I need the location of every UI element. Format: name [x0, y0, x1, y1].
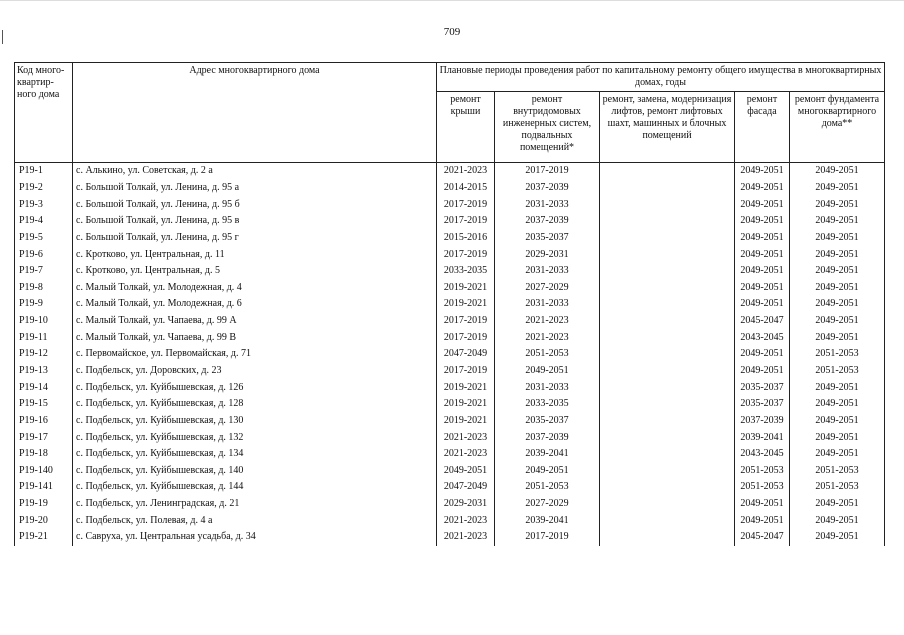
cell-engineering: 2031-2033: [495, 379, 600, 396]
cell-foundation: 2051-2053: [790, 363, 885, 380]
cell-foundation: 2049-2051: [790, 213, 885, 230]
cell-code: Р19-5: [15, 230, 73, 247]
cell-elevators: [600, 296, 735, 313]
cell-engineering: 2029-2031: [495, 246, 600, 263]
table-row: [15, 463, 885, 480]
header-periods-group: Плановые периоды проведения работ по капитальному ремонту общего имущества в многоквартирных домах, годы: [437, 63, 885, 92]
cell-foundation: 2051-2053: [790, 346, 885, 363]
cell-roof: 2017-2019: [437, 196, 495, 213]
cell-engineering: 2021-2023: [495, 313, 600, 330]
cell-foundation: 2049-2051: [790, 429, 885, 446]
cell-facade: 2049-2051: [735, 230, 790, 247]
cell-engineering: 2051-2053: [495, 479, 600, 496]
table-row: [15, 213, 885, 230]
table-row: [15, 396, 885, 413]
cell-facade: 2043-2045: [735, 329, 790, 346]
table-row: [15, 246, 885, 263]
header-address: Адрес многоквартирного дома: [73, 63, 437, 163]
cell-foundation: 2049-2051: [790, 446, 885, 463]
page-number: 709: [443, 26, 461, 38]
cell-engineering: 2037-2039: [495, 429, 600, 446]
cell-engineering: 2039-2041: [495, 512, 600, 529]
cell-facade: 2049-2051: [735, 263, 790, 280]
table-body: [15, 163, 885, 546]
cell-code: Р19-7: [15, 263, 73, 280]
cell-engineering: 2037-2039: [495, 213, 600, 230]
cell-foundation: 2049-2051: [790, 246, 885, 263]
cell-facade: 2051-2053: [735, 479, 790, 496]
table-row: [15, 230, 885, 247]
cell-engineering: 2037-2039: [495, 180, 600, 197]
cell-roof: 2017-2019: [437, 246, 495, 263]
cell-engineering: 2031-2033: [495, 263, 600, 280]
cell-code: Р19-18: [15, 446, 73, 463]
cell-code: Р19-17: [15, 429, 73, 446]
cell-roof: 2017-2019: [437, 313, 495, 330]
cell-code: Р19-14: [15, 379, 73, 396]
cell-roof: 2017-2019: [437, 213, 495, 230]
cell-engineering: 2049-2051: [495, 363, 600, 380]
cell-engineering: 2031-2033: [495, 296, 600, 313]
cell-engineering: 2027-2029: [495, 496, 600, 513]
header-facade: ремонт фасада: [735, 92, 790, 163]
cell-foundation: 2049-2051: [790, 196, 885, 213]
cell-facade: 2039-2041: [735, 429, 790, 446]
header-elevators: ремонт, замена, модернизация лифтов, ремонт лифтовых шахт, машинных и блочных помещений: [600, 92, 735, 163]
cell-address: с. Подбельск, ул. Куйбышевская, д. 140: [73, 463, 437, 480]
cell-engineering: 2031-2033: [495, 196, 600, 213]
cell-code: Р19-12: [15, 346, 73, 363]
cell-address: с. Большой Толкай, ул. Ленина, д. 95 б: [73, 196, 437, 213]
page-top-edge: [0, 0, 904, 1]
cell-facade: 2049-2051: [735, 196, 790, 213]
cell-roof: 2021-2023: [437, 512, 495, 529]
cell-elevators: [600, 529, 735, 546]
capital-repair-table: [14, 62, 885, 546]
cell-code: Р19-16: [15, 413, 73, 430]
cell-elevators: [600, 246, 735, 263]
cell-roof: 2021-2023: [437, 529, 495, 546]
cell-foundation: 2051-2053: [790, 479, 885, 496]
cell-facade: 2049-2051: [735, 279, 790, 296]
cell-elevators: [600, 363, 735, 380]
cell-facade: 2049-2051: [735, 163, 790, 180]
cell-roof: 2019-2021: [437, 296, 495, 313]
table-row: [15, 346, 885, 363]
table-row: [15, 512, 885, 529]
table-row: [15, 363, 885, 380]
cell-roof: 2049-2051: [437, 463, 495, 480]
cell-facade: 2045-2047: [735, 529, 790, 546]
cell-foundation: 2049-2051: [790, 296, 885, 313]
cell-code: Р19-6: [15, 246, 73, 263]
cell-facade: 2043-2045: [735, 446, 790, 463]
cell-foundation: 2049-2051: [790, 230, 885, 247]
cell-foundation: 2051-2053: [790, 463, 885, 480]
cell-facade: 2049-2051: [735, 296, 790, 313]
cell-elevators: [600, 230, 735, 247]
table-row: [15, 479, 885, 496]
table-row: [15, 413, 885, 430]
cell-code: Р19-9: [15, 296, 73, 313]
cell-code: Р19-141: [15, 479, 73, 496]
cell-engineering: 2027-2029: [495, 279, 600, 296]
cell-roof: 2021-2023: [437, 429, 495, 446]
cell-code: Р19-1: [15, 163, 73, 180]
cell-address: с. Малый Толкай, ул. Молодежная, д. 4: [73, 279, 437, 296]
cell-address: с. Малый Толкай, ул. Молодежная, д. 6: [73, 296, 437, 313]
cell-address: с. Подбельск, ул. Полевая, д. 4 а: [73, 512, 437, 529]
cell-code: Р19-2: [15, 180, 73, 197]
cell-elevators: [600, 313, 735, 330]
cell-code: Р19-3: [15, 196, 73, 213]
table-row: [15, 279, 885, 296]
cell-elevators: [600, 279, 735, 296]
table-row: [15, 313, 885, 330]
table-row: [15, 446, 885, 463]
cell-elevators: [600, 346, 735, 363]
cell-facade: 2049-2051: [735, 512, 790, 529]
cell-facade: 2049-2051: [735, 246, 790, 263]
cell-address: с. Савруха, ул. Центральная усадьба, д. 34: [73, 529, 437, 546]
cell-elevators: [600, 496, 735, 513]
cell-roof: 2019-2021: [437, 396, 495, 413]
cell-facade: 2037-2039: [735, 413, 790, 430]
table-row: [15, 163, 885, 180]
cell-foundation: 2049-2051: [790, 313, 885, 330]
cell-foundation: 2049-2051: [790, 279, 885, 296]
cell-code: Р19-11: [15, 329, 73, 346]
cell-facade: 2051-2053: [735, 463, 790, 480]
table-row: [15, 429, 885, 446]
header-foundation: ремонт фундамента многоквартирного дома**: [790, 92, 885, 163]
cell-engineering: 2017-2019: [495, 529, 600, 546]
cell-address: с. Малый Толкай, ул. Чапаева, д. 99 В: [73, 329, 437, 346]
cell-address: с. Кротково, ул. Центральная, д. 5: [73, 263, 437, 280]
cell-roof: 2019-2021: [437, 413, 495, 430]
table-row: [15, 196, 885, 213]
cell-engineering: 2035-2037: [495, 230, 600, 247]
cell-elevators: [600, 446, 735, 463]
table-row: [15, 329, 885, 346]
table-row: [15, 263, 885, 280]
cell-address: с. Подбельск, ул. Куйбышевская, д. 144: [73, 479, 437, 496]
cell-roof: 2019-2021: [437, 279, 495, 296]
cell-facade: 2049-2051: [735, 180, 790, 197]
cell-facade: 2035-2037: [735, 379, 790, 396]
cell-foundation: 2049-2051: [790, 529, 885, 546]
cell-elevators: [600, 196, 735, 213]
cell-foundation: 2049-2051: [790, 329, 885, 346]
cell-address: с. Подбельск, ул. Куйбышевская, д. 128: [73, 396, 437, 413]
cell-engineering: 2049-2051: [495, 463, 600, 480]
cell-code: Р19-13: [15, 363, 73, 380]
cell-facade: 2045-2047: [735, 313, 790, 330]
cell-address: с. Подбельск, ул. Доровских, д. 23: [73, 363, 437, 380]
cell-roof: 2033-2035: [437, 263, 495, 280]
cell-address: с. Малый Толкай, ул. Чапаева, д. 99 А: [73, 313, 437, 330]
cell-foundation: 2049-2051: [790, 413, 885, 430]
cell-foundation: 2049-2051: [790, 180, 885, 197]
cell-roof: 2047-2049: [437, 479, 495, 496]
cell-code: Р19-15: [15, 396, 73, 413]
cell-elevators: [600, 180, 735, 197]
cell-elevators: [600, 463, 735, 480]
cell-roof: 2047-2049: [437, 346, 495, 363]
table-header: [15, 63, 885, 163]
cell-address: с. Подбельск, ул. Куйбышевская, д. 126: [73, 379, 437, 396]
cell-engineering: 2035-2037: [495, 413, 600, 430]
cell-elevators: [600, 379, 735, 396]
cell-facade: 2035-2037: [735, 396, 790, 413]
cell-address: с. Первомайское, ул. Первомайская, д. 71: [73, 346, 437, 363]
cell-elevators: [600, 413, 735, 430]
cell-facade: 2049-2051: [735, 213, 790, 230]
cell-foundation: 2049-2051: [790, 379, 885, 396]
table-row: [15, 529, 885, 546]
cell-engineering: 2021-2023: [495, 329, 600, 346]
cell-code: Р19-20: [15, 512, 73, 529]
cell-address: с. Алькино, ул. Советская, д. 2 а: [73, 163, 437, 180]
cell-roof: 2029-2031: [437, 496, 495, 513]
cell-elevators: [600, 479, 735, 496]
cell-roof: 2021-2023: [437, 446, 495, 463]
cell-elevators: [600, 263, 735, 280]
header-roof: ремонт крыши: [437, 92, 495, 163]
header-code: Код много-квартир-ного дома: [15, 63, 73, 163]
cell-address: с. Подбельск, ул. Ленинградская, д. 21: [73, 496, 437, 513]
cell-address: с. Кротково, ул. Центральная, д. 11: [73, 246, 437, 263]
cell-code: Р19-140: [15, 463, 73, 480]
table-row: [15, 379, 885, 396]
table-row: [15, 296, 885, 313]
cell-foundation: 2049-2051: [790, 396, 885, 413]
table-row: [15, 180, 885, 197]
cell-code: Р19-4: [15, 213, 73, 230]
cell-elevators: [600, 512, 735, 529]
cell-address: с. Подбельск, ул. Куйбышевская, д. 132: [73, 429, 437, 446]
cell-engineering: 2051-2053: [495, 346, 600, 363]
cell-elevators: [600, 213, 735, 230]
cell-foundation: 2049-2051: [790, 512, 885, 529]
cell-elevators: [600, 429, 735, 446]
cell-engineering: 2039-2041: [495, 446, 600, 463]
cell-roof: 2019-2021: [437, 379, 495, 396]
cell-address: с. Подбельск, ул. Куйбышевская, д. 130: [73, 413, 437, 430]
cell-code: Р19-21: [15, 529, 73, 546]
cell-facade: 2049-2051: [735, 496, 790, 513]
cell-facade: 2049-2051: [735, 363, 790, 380]
cell-code: Р19-10: [15, 313, 73, 330]
cell-facade: 2049-2051: [735, 346, 790, 363]
cell-address: с. Большой Толкай, ул. Ленина, д. 95 в: [73, 213, 437, 230]
cell-address: с. Большой Толкай, ул. Ленина, д. 95 г: [73, 230, 437, 247]
cell-roof: 2014-2015: [437, 180, 495, 197]
cell-roof: 2015-2016: [437, 230, 495, 247]
cell-foundation: 2049-2051: [790, 163, 885, 180]
cell-roof: 2017-2019: [437, 329, 495, 346]
cell-elevators: [600, 329, 735, 346]
cell-roof: 2021-2023: [437, 163, 495, 180]
cell-code: Р19-8: [15, 279, 73, 296]
cell-roof: 2017-2019: [437, 363, 495, 380]
cell-foundation: 2049-2051: [790, 496, 885, 513]
cell-address: с. Подбельск, ул. Куйбышевская, д. 134: [73, 446, 437, 463]
table-row: [15, 496, 885, 513]
cell-foundation: 2049-2051: [790, 263, 885, 280]
cell-code: Р19-19: [15, 496, 73, 513]
cell-elevators: [600, 163, 735, 180]
cell-engineering: 2017-2019: [495, 163, 600, 180]
header-engineering: ремонт внутридомовых инженерных систем, подвальных помещений*: [495, 92, 600, 163]
cell-address: с. Большой Толкай, ул. Ленина, д. 95 а: [73, 180, 437, 197]
cell-elevators: [600, 396, 735, 413]
cell-engineering: 2033-2035: [495, 396, 600, 413]
